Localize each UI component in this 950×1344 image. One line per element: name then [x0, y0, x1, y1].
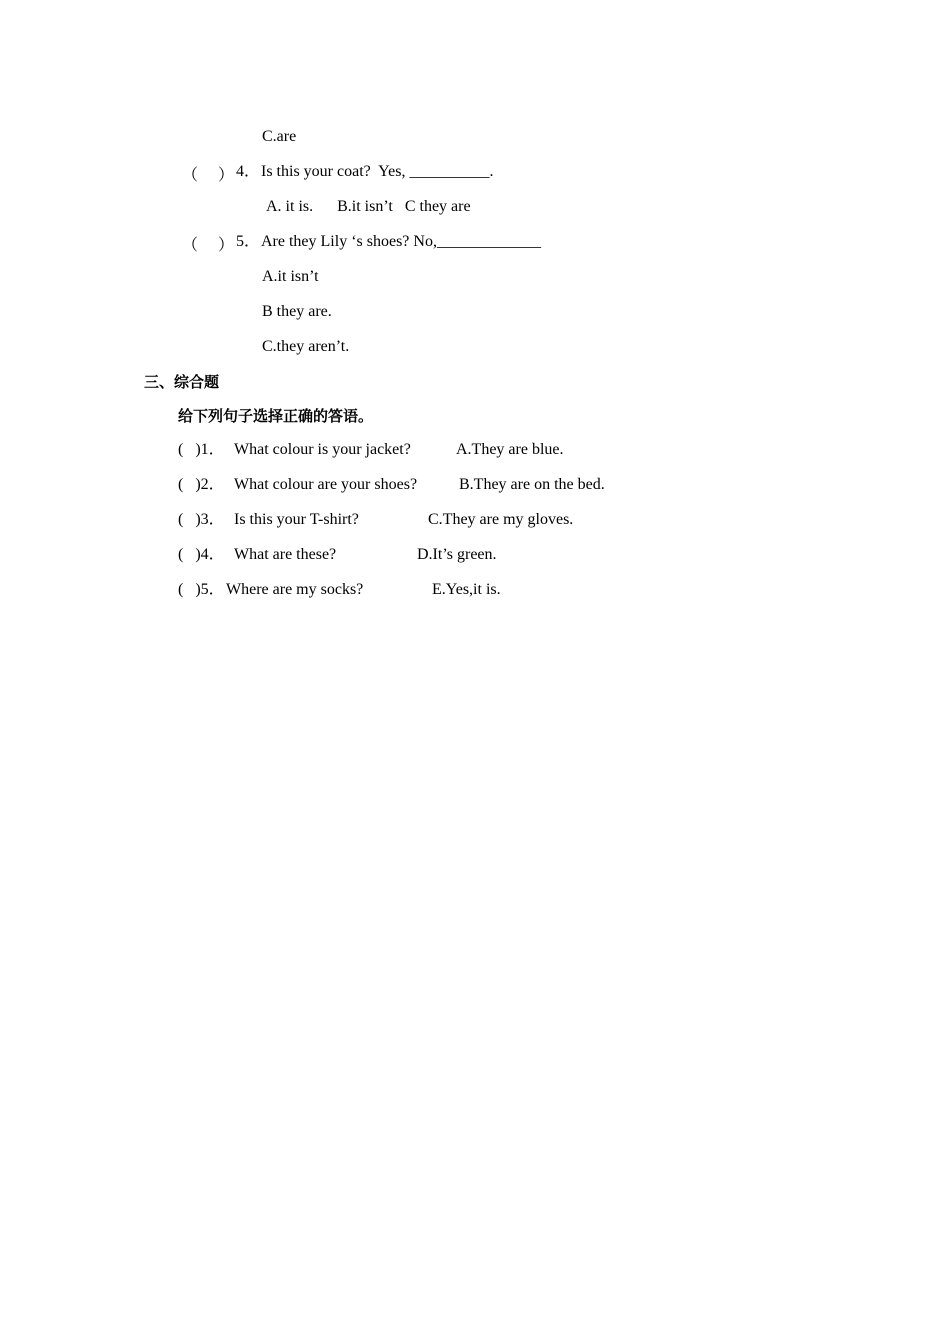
section-instruction: 给下列句子选择正确的答语。 — [178, 407, 374, 425]
matching-question: What colour is your jacket? — [234, 441, 411, 458]
matching-answer: B.They are on the bed. — [459, 476, 605, 493]
question-number: 5． — [236, 233, 261, 250]
answer-paren-open: （ — [182, 237, 199, 254]
matching-question: Is this your T-shirt? — [234, 511, 359, 528]
question-text: Is this your coat? Yes, __________. — [261, 163, 494, 180]
answer-paren: ( )2． — [178, 476, 225, 493]
matching-question: What are these? — [234, 546, 337, 563]
options-line: A. it is. B.it isn’t C they are — [266, 198, 471, 215]
option-c-prev: C.are — [262, 128, 297, 145]
matching-question: Where are my socks? — [226, 581, 364, 598]
matching-answer: A.They are blue. — [456, 441, 564, 458]
answer-paren: ( )5． — [178, 581, 225, 598]
option-a: A.it isn’t — [262, 268, 319, 285]
matching-question: What colour are your shoes? — [234, 476, 418, 493]
question-text: Are they Lily ‘s shoes? No,_____________ — [261, 233, 541, 250]
matching-answer: D.It’s green. — [417, 546, 497, 563]
option-b: B they are. — [262, 303, 332, 320]
answer-paren-close: ） — [218, 167, 235, 184]
option-c: C.they aren’t. — [262, 338, 350, 355]
question-number: 4． — [236, 163, 261, 180]
matching-answer: C.They are my gloves. — [428, 511, 574, 528]
answer-paren-open: （ — [182, 167, 199, 184]
section-heading: 三、综合题 — [144, 373, 220, 391]
answer-paren: ( )3． — [178, 511, 225, 528]
matching-answer: E.Yes,it is. — [432, 581, 501, 598]
answer-paren: ( )4． — [178, 546, 225, 563]
answer-paren-close: ） — [218, 237, 235, 254]
answer-paren: ( )1． — [178, 441, 225, 458]
